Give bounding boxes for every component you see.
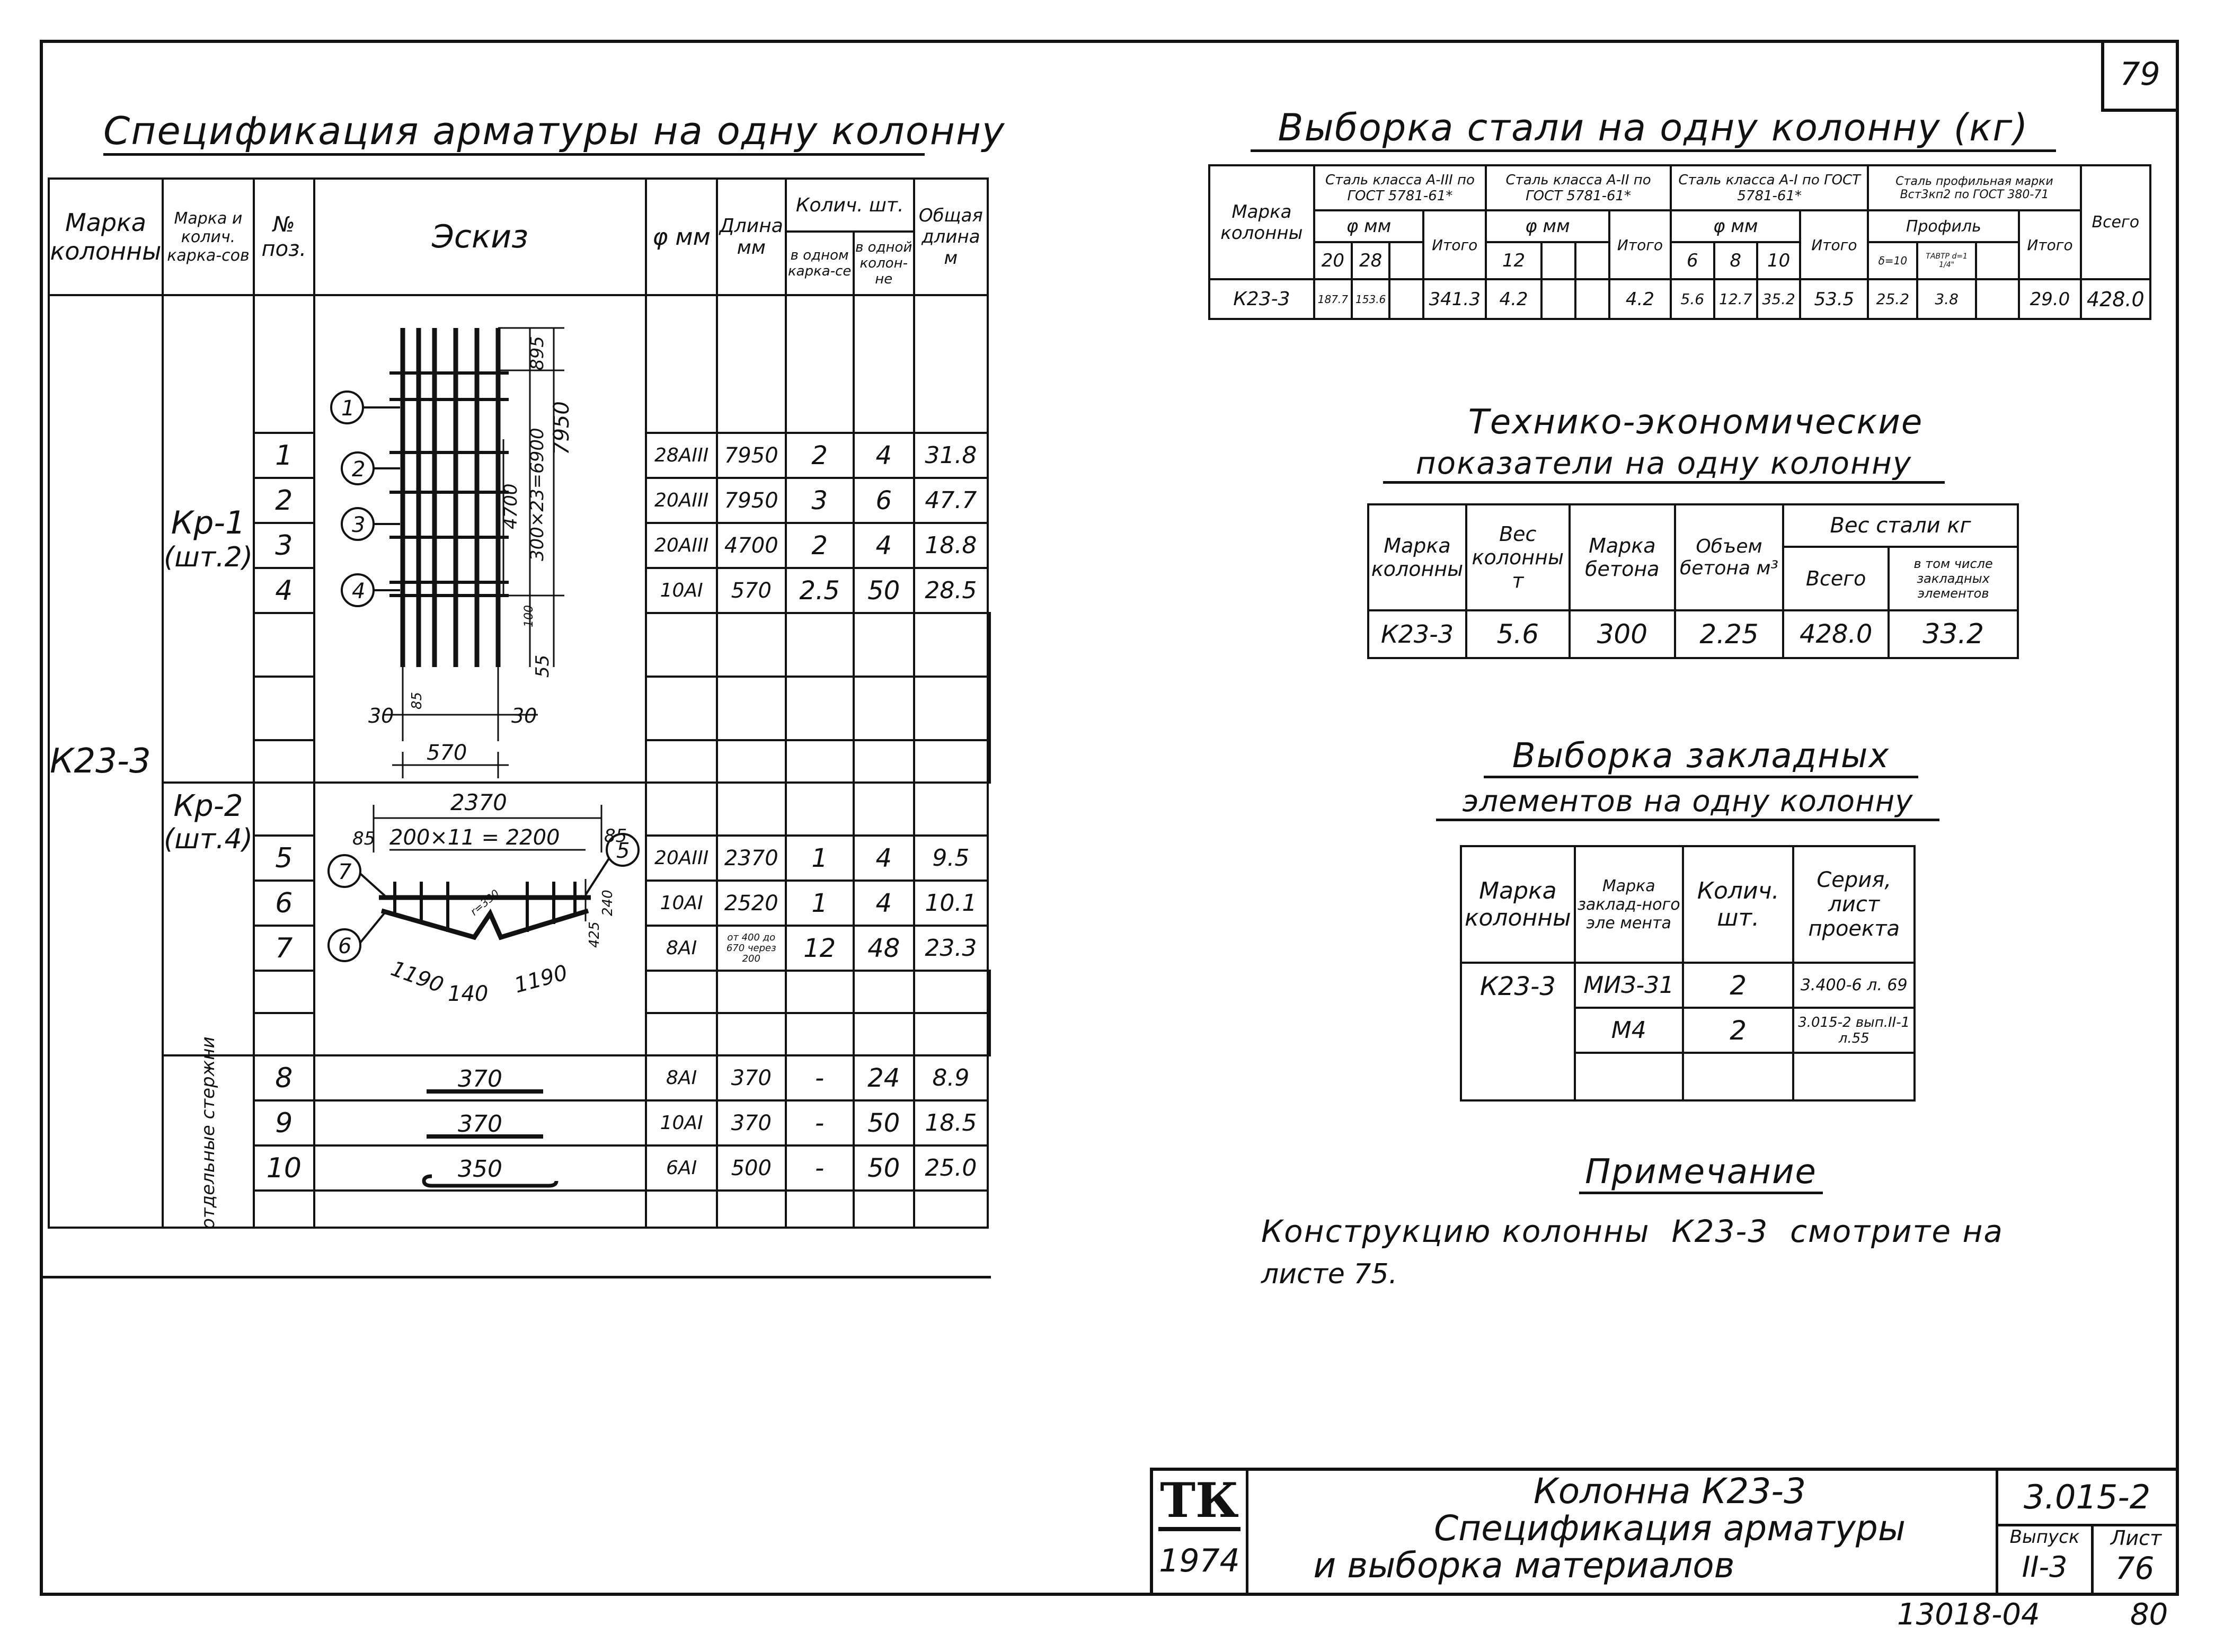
qty-frame-cell: 1 — [786, 836, 854, 881]
steel-mark-cell: К23-3 — [1209, 279, 1314, 319]
diam-cell: 20AIII — [646, 523, 717, 568]
diam-cell: 20AIII — [646, 836, 717, 881]
pos-cell: 9 — [254, 1100, 314, 1145]
steel-h-all: Всего — [2081, 165, 2150, 279]
embed-table — [1460, 845, 1916, 1102]
steel-cell — [1541, 279, 1575, 319]
steel-cell: 4.2 — [1486, 279, 1541, 319]
tech-total-cell: 428.0 — [1783, 610, 1889, 658]
dim-1190-left: 1190 — [387, 956, 447, 998]
bar8-line — [427, 1089, 543, 1094]
stamp-sheet: 76 — [2115, 1550, 2155, 1586]
embed-qty-cell: 2 — [1683, 1008, 1794, 1053]
pos-cell: 10 — [254, 1145, 314, 1191]
diam-cell: 8AI — [646, 1055, 717, 1100]
page-number-box — [2101, 40, 2176, 112]
table-row — [49, 1055, 990, 1100]
length-cell: 2370 — [717, 836, 786, 881]
qty-frame-cell: 3 — [786, 478, 854, 523]
sketch-kr2 — [315, 784, 654, 1059]
stamp-year: 1974 — [1159, 1542, 1240, 1579]
qty-col-cell: 24 — [854, 1055, 914, 1100]
steel-h-itogo-1: Итого — [1423, 210, 1486, 279]
total-cell: 9.5 — [914, 836, 988, 881]
note-text-2: листе 75. — [1261, 1258, 1398, 1290]
qty-col-cell: 50 — [854, 1145, 914, 1191]
embed-mark-cell: К23-3 — [1461, 963, 1575, 1100]
steel-cell: 25.2 — [1868, 279, 1917, 319]
steel-cell: 153.6 — [1352, 279, 1389, 319]
frame-kr1-mark: Кр-1 — [171, 504, 246, 541]
qty-col-cell: 50 — [854, 1100, 914, 1145]
qty-frame-cell: - — [786, 1100, 854, 1145]
diam-cell: 28AIII — [646, 433, 717, 478]
length-cell: 7950 — [717, 478, 786, 523]
qty-frame-cell: 1 — [786, 881, 854, 926]
steel-h-group-2: Сталь класса А-II по ГОСТ 5781-61* — [1486, 165, 1671, 210]
embed-series-cell: 3.400-6 л. 69 — [1793, 963, 1915, 1008]
title-block — [1150, 1468, 2176, 1593]
embed-elem-cell: М4 — [1575, 1008, 1683, 1053]
steel-h-group-3: Сталь класса А-I по ГОСТ 5781-61* — [1671, 165, 1868, 210]
stamp-series: 3.015-2 — [1998, 1471, 2176, 1526]
length-cell: 500 — [717, 1145, 786, 1191]
stamp-title-2: Спецификация арматуры — [1434, 1508, 1906, 1549]
steel-h-empty — [1575, 242, 1609, 279]
stamp-issue-label: Выпуск — [2009, 1526, 2080, 1548]
steel-h-itogo-3: Итого — [1800, 210, 1868, 279]
total-cell: 31.8 — [914, 433, 988, 478]
spec-bottom-line — [40, 1276, 991, 1278]
dim-1190-right: 1190 — [511, 960, 570, 998]
frame-kr2-count: (шт.4) — [163, 823, 253, 855]
callout-7: 7 — [338, 860, 352, 884]
steel-cell — [1976, 279, 2019, 319]
length-cell: 570 — [717, 568, 786, 613]
qty-frame-cell: 2 — [786, 523, 854, 568]
empty-cell — [254, 295, 314, 433]
steel-h-d20: 20 — [1314, 242, 1352, 279]
callout-2: 2 — [351, 457, 366, 482]
bar8-label: 370 — [458, 1065, 502, 1093]
dim-30-left: 30 — [368, 704, 394, 727]
frame-separate-cell — [163, 1036, 254, 1229]
qty-col-cell: 4 — [854, 881, 914, 926]
spec-table — [48, 177, 991, 1229]
steel-total-cell: 341.3 — [1423, 279, 1486, 319]
steel-cell: 5.6 — [1671, 279, 1714, 319]
steel-cell — [1575, 279, 1609, 319]
qty-col-cell: 4 — [854, 523, 914, 568]
bar10-sketch — [314, 1145, 646, 1191]
steel-h-sub-4: Профиль — [1868, 210, 2019, 242]
diam-cell: 8AI — [646, 926, 717, 971]
spec-title: Спецификация арматуры на одну колонну — [103, 109, 925, 156]
steel-h-mark: Марка колонны — [1209, 165, 1314, 279]
steel-h-sub-2: φ мм — [1486, 210, 1609, 242]
tech-concrete-cell: 300 — [1570, 610, 1675, 658]
h-qty-frame: в одном карка-се — [786, 232, 854, 295]
footer-code: 13018-04 — [1897, 1597, 2040, 1632]
tech-h-total: Всего — [1783, 547, 1889, 610]
dim-30-right: 30 — [511, 704, 537, 727]
h-qty-col: в одной колон-не — [854, 232, 914, 295]
steel-h-d6: 6 — [1671, 242, 1714, 279]
dim-55: 55 — [531, 654, 553, 678]
h-diam: φ мм — [646, 179, 717, 295]
tech-title-2: показатели на одну колонну — [1383, 445, 1945, 484]
h-qty: Колич. шт. — [786, 179, 914, 232]
tech-volume-cell: 2.25 — [1675, 610, 1783, 658]
pos-cell: 2 — [254, 478, 314, 523]
steel-h-itogo-2: Итого — [1609, 210, 1671, 279]
dim-425: 425 — [586, 921, 602, 948]
dim-r330: r=330 — [467, 886, 502, 918]
bar9-sketch — [314, 1100, 646, 1145]
sketch-kr2-cell — [314, 783, 646, 1055]
table-row — [1461, 963, 1915, 1008]
total-cell: 8.9 — [914, 1055, 988, 1100]
pos-cell: 7 — [254, 926, 314, 971]
steel-total-cell: 4.2 — [1609, 279, 1671, 319]
tech-h-weight: Вес колонны т — [1466, 504, 1570, 610]
tech-mark-cell: К23-3 — [1368, 610, 1466, 658]
diam-cell: 10AI — [646, 1100, 717, 1145]
steel-table — [1208, 164, 2151, 320]
tech-h-embed: в том числе закладных элементов — [1889, 547, 2018, 610]
callout-3: 3 — [351, 513, 366, 537]
steel-cell: 3.8 — [1917, 279, 1976, 319]
dim-240: 240 — [599, 890, 616, 916]
frame-kr1-count: (шт.2) — [163, 541, 253, 573]
length-cell: 4700 — [717, 523, 786, 568]
tech-h-concrete: Марка бетона — [1570, 504, 1675, 610]
diam-cell: 20AIII — [646, 478, 717, 523]
qty-col-cell: 48 — [854, 926, 914, 971]
total-cell: 25.0 — [914, 1145, 988, 1191]
length-cell: 7950 — [717, 433, 786, 478]
steel-h-d12: 12 — [1486, 242, 1541, 279]
callout-1: 1 — [341, 396, 355, 421]
total-cell: 23.3 — [914, 926, 988, 971]
table-row — [1209, 279, 2150, 319]
tech-h-volume: Объем бетона м³ — [1675, 504, 1783, 610]
length-cell: 370 — [717, 1055, 786, 1100]
frame-kr2-cell — [163, 783, 254, 1055]
stamp-logo: ТК — [1158, 1474, 1241, 1531]
dim-140: 140 — [447, 982, 489, 1006]
stamp-title-3: и выборка материалов — [1313, 1545, 1735, 1586]
qty-frame-cell: - — [786, 1055, 854, 1100]
dim-85-right: 85 — [604, 825, 627, 847]
length-cell: 370 — [717, 1100, 786, 1145]
tech-title-1: Технико-экономические — [1468, 403, 1924, 442]
frame-kr1-cell — [163, 295, 254, 783]
callout-6: 6 — [338, 934, 352, 958]
diam-cell: 10AI — [646, 881, 717, 926]
steel-title: Выборка стали на одну колонну (кг) — [1251, 106, 2056, 152]
stamp-issue: II-3 — [2022, 1550, 2068, 1584]
h-sketch: Эскиз — [314, 179, 646, 295]
dim-85-left: 85 — [352, 828, 375, 849]
steel-h-plate: δ=10 — [1868, 242, 1917, 279]
qty-col-cell: 4 — [854, 433, 914, 478]
stamp-logo-box — [1153, 1471, 1248, 1593]
dim-85: 85 — [409, 691, 425, 709]
diam-cell: 10AI — [646, 568, 717, 613]
bar9-line — [427, 1134, 543, 1139]
stamp-right — [1996, 1471, 2178, 1593]
callout-4: 4 — [351, 579, 366, 603]
tech-h-steel: Вес стали кг — [1783, 504, 2018, 547]
dim-570: 570 — [426, 741, 467, 765]
steel-h-sub-1: φ мм — [1314, 210, 1424, 242]
sketch-kr1 — [315, 296, 654, 826]
qty-col-cell: 6 — [854, 478, 914, 523]
dim-4700: 4700 — [500, 483, 521, 529]
note-title: Примечание — [1579, 1152, 1823, 1194]
embed-title-2: элементов на одну колонну — [1436, 784, 1939, 821]
frame-kr2-mark: Кр-2 — [173, 789, 243, 823]
bar10-label: 350 — [458, 1155, 502, 1183]
pos-cell: 5 — [254, 836, 314, 881]
dim-2370: 2370 — [450, 789, 507, 815]
tech-h-mark: Марка колонны — [1368, 504, 1466, 610]
tech-table — [1367, 503, 2019, 659]
pos-cell: 8 — [254, 1055, 314, 1100]
column-mark: К23-3 — [50, 742, 151, 781]
embed-h-series: Серия, лист проекта — [1793, 846, 1915, 963]
h-frame-mark: Марка и колич. карка-сов — [163, 179, 254, 295]
embed-h-elem: Марка заклад-ного эле мента — [1575, 846, 1683, 963]
stamp-title-1: Колонна К23-3 — [1533, 1471, 1806, 1512]
h-pos: № поз. — [254, 179, 314, 295]
h-length: Длина мм — [717, 179, 786, 295]
bar9-label: 370 — [458, 1110, 502, 1138]
steel-h-empty — [1389, 242, 1423, 279]
dim-100: 100 — [522, 605, 536, 627]
dim-2200: 200×11 = 2200 — [389, 825, 560, 850]
pos-cell: 3 — [254, 523, 314, 568]
dim-7950: 7950 — [549, 401, 574, 455]
tech-weight-cell: 5.6 — [1466, 610, 1570, 658]
dim-895: 895 — [526, 336, 548, 370]
steel-total-cell: 53.5 — [1800, 279, 1868, 319]
total-cell: 18.8 — [914, 523, 988, 568]
note-text-1: Конструкцию колонны К23-3 смотрите на — [1261, 1213, 2004, 1249]
steel-h-itogo-4: Итого — [2019, 210, 2080, 279]
pos-cell: 1 — [254, 433, 314, 478]
page-number: 79 — [2120, 56, 2160, 93]
column-mark-cell — [49, 295, 163, 1228]
steel-cell: 35.2 — [1757, 279, 1800, 319]
table-row — [1368, 610, 2018, 658]
steel-h-sub-3: φ мм — [1671, 210, 1800, 242]
qty-frame-cell: 2.5 — [786, 568, 854, 613]
footer-page: 80 — [2130, 1597, 2168, 1632]
frame-separate-label: отдельные стержни — [197, 1036, 219, 1229]
bar10-hook — [421, 1173, 559, 1189]
steel-cell: 187.7 — [1314, 279, 1352, 319]
sketch-kr1-cell — [314, 295, 646, 783]
h-col-mark: Марка колонны — [49, 179, 163, 295]
embed-qty-cell: 2 — [1683, 963, 1794, 1008]
qty-frame-cell: 2 — [786, 433, 854, 478]
diam-cell: 6AI — [646, 1145, 717, 1191]
total-cell: 18.5 — [914, 1100, 988, 1145]
embed-elem-cell: МИЗ-31 — [1575, 963, 1683, 1008]
dim-6900: 300×23=6900 — [526, 428, 548, 561]
qty-frame-cell: - — [786, 1145, 854, 1191]
length-cell: 2520 — [717, 881, 786, 926]
total-cell: 28.5 — [914, 568, 988, 613]
qty-col-cell: 50 — [854, 568, 914, 613]
steel-h-d28: 28 — [1352, 242, 1389, 279]
qty-col-cell: 4 — [854, 836, 914, 881]
length-cell: от 400 до 670 через 200 — [717, 926, 786, 971]
embed-title-1: Выборка закладных — [1484, 736, 1918, 778]
total-cell: 10.1 — [914, 881, 988, 926]
total-cell: 47.7 — [914, 478, 988, 523]
steel-cell: 12.7 — [1714, 279, 1757, 319]
embed-h-qty: Колич. шт. — [1683, 846, 1794, 963]
pos-cell: 6 — [254, 881, 314, 926]
steel-cell — [1389, 279, 1423, 319]
steel-h-group-1: Сталь класса А-III по ГОСТ 5781-61* — [1314, 165, 1486, 210]
embed-h-mark: Марка колонны — [1461, 846, 1575, 963]
steel-h-pipe: ТАВТР d=1 1/4" — [1917, 242, 1976, 279]
callout-5: 5 — [616, 839, 630, 863]
pos-cell: 4 — [254, 568, 314, 613]
qty-frame-cell: 12 — [786, 926, 854, 971]
steel-h-d10: 10 — [1757, 242, 1800, 279]
steel-h-empty — [1541, 242, 1575, 279]
steel-total-cell: 29.0 — [2019, 279, 2080, 319]
h-total: Общая длина м — [914, 179, 988, 295]
steel-all-cell: 428.0 — [2081, 279, 2150, 319]
steel-h-empty — [1976, 242, 2019, 279]
steel-h-group-4: Сталь профильная марки Вст3кп2 по ГОСТ 380-71 — [1868, 165, 2080, 210]
tech-embed-cell: 33.2 — [1889, 610, 2018, 658]
stamp-sheet-label: Лист — [2091, 1526, 2178, 1593]
embed-series-cell: 3.015-2 вып.II-1 л.55 — [1793, 1008, 1915, 1053]
bar8-sketch — [314, 1055, 646, 1100]
steel-h-d8: 8 — [1714, 242, 1757, 279]
